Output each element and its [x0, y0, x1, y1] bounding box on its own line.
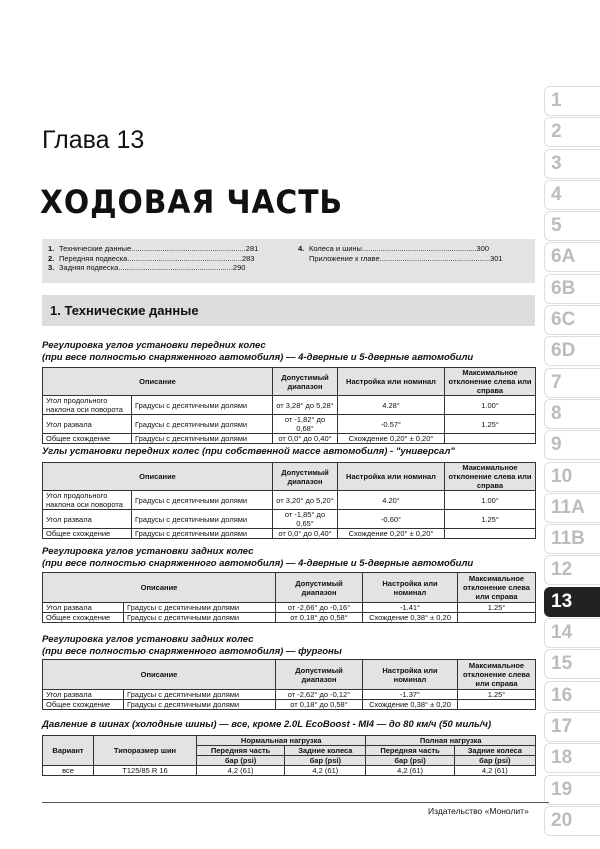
chapter-tab[interactable]: 17 [544, 712, 600, 742]
toc-item[interactable]: 4. Колеса и шины.......................................................300 [298, 244, 490, 253]
chapter-label: Глава 13 [42, 126, 145, 154]
toc-left-column [48, 244, 286, 273]
chapter-tab[interactable]: 9 [544, 430, 600, 460]
toc-right-column [298, 244, 530, 263]
tire-pressure-table: Вариант Типоразмер шин Нормальная нагрузка Полная нагрузка Передняя часть Задние колеса Передняя часть Задние колеса бар (psi) бар (psi) бар (psi) бар (psi) все T125/85 R 16 4,2 (61) 4,2 (61) 4,2 (61) 4,2 (61) [42, 735, 536, 776]
toc-item[interactable]: 3. Задняя подвеска.......................................................290 [48, 263, 246, 272]
chapter-title: ХОДОВАЯ ЧАСТЬ [40, 183, 344, 221]
toc-item[interactable]: 1. Технические данные.......................................................281 [48, 244, 259, 253]
table-row: Угол продольного наклона оси поворота Градусы с десятичными долями от 3,28° до 5,28° 4.28° 1.00° [43, 396, 536, 415]
toc-item[interactable]: 2. Передняя подвеска.......................................................283 [48, 253, 255, 263]
table-row: Угол развала Градусы с десятичными долями от -2,66° до -0,16° -1.41° 1.25° [43, 603, 536, 613]
chapter-tab[interactable]: 2 [544, 117, 600, 147]
section-title: 1. Технические данные [50, 303, 199, 318]
chapter-tab[interactable]: 6A [544, 242, 600, 272]
chapter-tab[interactable]: 1 [544, 86, 600, 116]
front-alignment-table: Описание Допустимый диапазон Настройка или номинал Максимальное отклонение слева или справа Угол продольного наклона оси поворота Градусы с десятичными долями от 3,28° до 5,28° 4.28° 1.00° Угол развала Градусы с десятичными долями от -1,82° до 0,68° -0.57° 1.25° Общее схождение Градусы с десятичными долями от 0,0° до 0,40° Схождение 0,20° ± 0,20° [42, 367, 536, 444]
chapter-tab[interactable]: 18 [544, 743, 600, 773]
footer-divider [42, 802, 549, 803]
chapter-tab[interactable]: 5 [544, 211, 600, 241]
rear-alignment-van-table: Описание Допустимый диапазон Настройка или номинал Максимальное отклонение слева или справа Угол развала Градусы с десятичными долями от -2,62° до -0,12° -1.37° 1.25° Общее схождение Градусы с десятичными долями от 0,18° до 0,58° Схождение 0,38° ± 0,20 [42, 659, 536, 710]
chapter-tab[interactable]: 10 [544, 462, 600, 492]
chapter-tab[interactable]: 12 [544, 555, 600, 585]
chapter-tab[interactable]: 11A [544, 493, 600, 523]
toc-item[interactable]: Приложение к главе.....................................................301 [309, 253, 503, 263]
table-caption: Регулировка углов установки задних колес (при весе полностью снаряженного автомобиля) — 4-дверные и 5-дверные автомобили [42, 546, 474, 569]
publisher-credit: Издательство «Монолит» [428, 806, 529, 816]
chapter-tab-active[interactable]: 13 [544, 587, 600, 617]
section-header [42, 295, 535, 326]
tire-pressure-caption: Давление в шинах (холодные шины) — все, кроме 2.0L EcoBoost - MI4 — до 80 км/ч (50 миль/ч) [42, 719, 492, 730]
chapter-tab[interactable]: 3 [544, 149, 600, 179]
table-row: Общее схождение Градусы с десятичными долями от 0,0° до 0,40° Схождение 0,20° ± 0,20° [43, 529, 536, 539]
table-row: Общее схождение Градусы с десятичными долями от 0,18° до 0,58° Схождение 0,38° ± 0,20 [43, 700, 536, 710]
chapter-tab[interactable]: 15 [544, 649, 600, 679]
chapter-tab[interactable]: 16 [544, 681, 600, 711]
table-of-contents [42, 239, 535, 283]
table-row: Общее схождение Градусы с десятичными долями от 0,18° до 0,58° Схождение 0,38° ± 0,20 [43, 613, 536, 623]
chapter-tab[interactable]: 14 [544, 618, 600, 648]
chapter-tabs [544, 86, 600, 837]
table-row: Угол развала Градусы с десятичными долями от -1,85° до 0,65° -0.60° 1.25° [43, 510, 536, 529]
chapter-tab[interactable]: 4 [544, 180, 600, 210]
chapter-tab[interactable]: 6C [544, 305, 600, 335]
rear-alignment-table: Описание Допустимый диапазон Настройка или номинал Максимальное отклонение слева или справа Угол развала Градусы с десятичными долями от -2,66° до -0,16° -1.41° 1.25° Общее схождение Градусы с десятичными долями от 0,18° до 0,58° Схождение 0,38° ± 0,20 [42, 572, 536, 623]
table-caption: Регулировка углов установки задних колес (при весе полностью снаряженного автомобиля) — фургоны [42, 634, 342, 657]
table-caption: Регулировка углов установки передних колес (при весе полностью снаряженного автомобиля) — 4-дверные и 5-дверные автомобили [42, 340, 474, 363]
chapter-tab[interactable]: 7 [544, 368, 600, 398]
chapter-tab[interactable]: 20 [544, 806, 600, 836]
chapter-tab[interactable]: 8 [544, 399, 600, 429]
table-row: все T125/85 R 16 4,2 (61) 4,2 (61) 4,2 (61) 4,2 (61) [43, 766, 536, 776]
table-row: Угол развала Градусы с десятичными долями от -1,82° до 0,68° -0.57° 1.25° [43, 415, 536, 434]
table-row: Угол развала Градусы с десятичными долями от -2,62° до -0,12° -1.37° 1.25° [43, 690, 536, 700]
front-alignment-wagon-table: Описание Допустимый диапазон Настройка или номинал Максимальное отклонение слева или справа Угол продольного наклона оси поворота Градусы с десятичными долями от 3,20° до 5,20° 4.20° 1.00° Угол развала Градусы с десятичными долями от -1,85° до 0,65° -0.60° 1.25° Общее схождение Градусы с десятичными долями от 0,0° до 0,40° Схождение 0,20° ± 0,20° [42, 462, 536, 539]
table-caption: Углы установки передних колес (при собственной массе автомобиля) - "универсал" [42, 446, 455, 457]
table-row: Общее схождение Градусы с десятичными долями от 0,0° до 0,40° Схождение 0,20° ± 0,20° [43, 434, 536, 444]
chapter-tab[interactable]: 11B [544, 524, 600, 554]
table-row: Угол продольного наклона оси поворота Градусы с десятичными долями от 3,20° до 5,20° 4.20° 1.00° [43, 491, 536, 510]
chapter-tab[interactable]: 19 [544, 775, 600, 805]
chapter-tab[interactable]: 6B [544, 274, 600, 304]
chapter-tab[interactable]: 6D [544, 336, 600, 366]
